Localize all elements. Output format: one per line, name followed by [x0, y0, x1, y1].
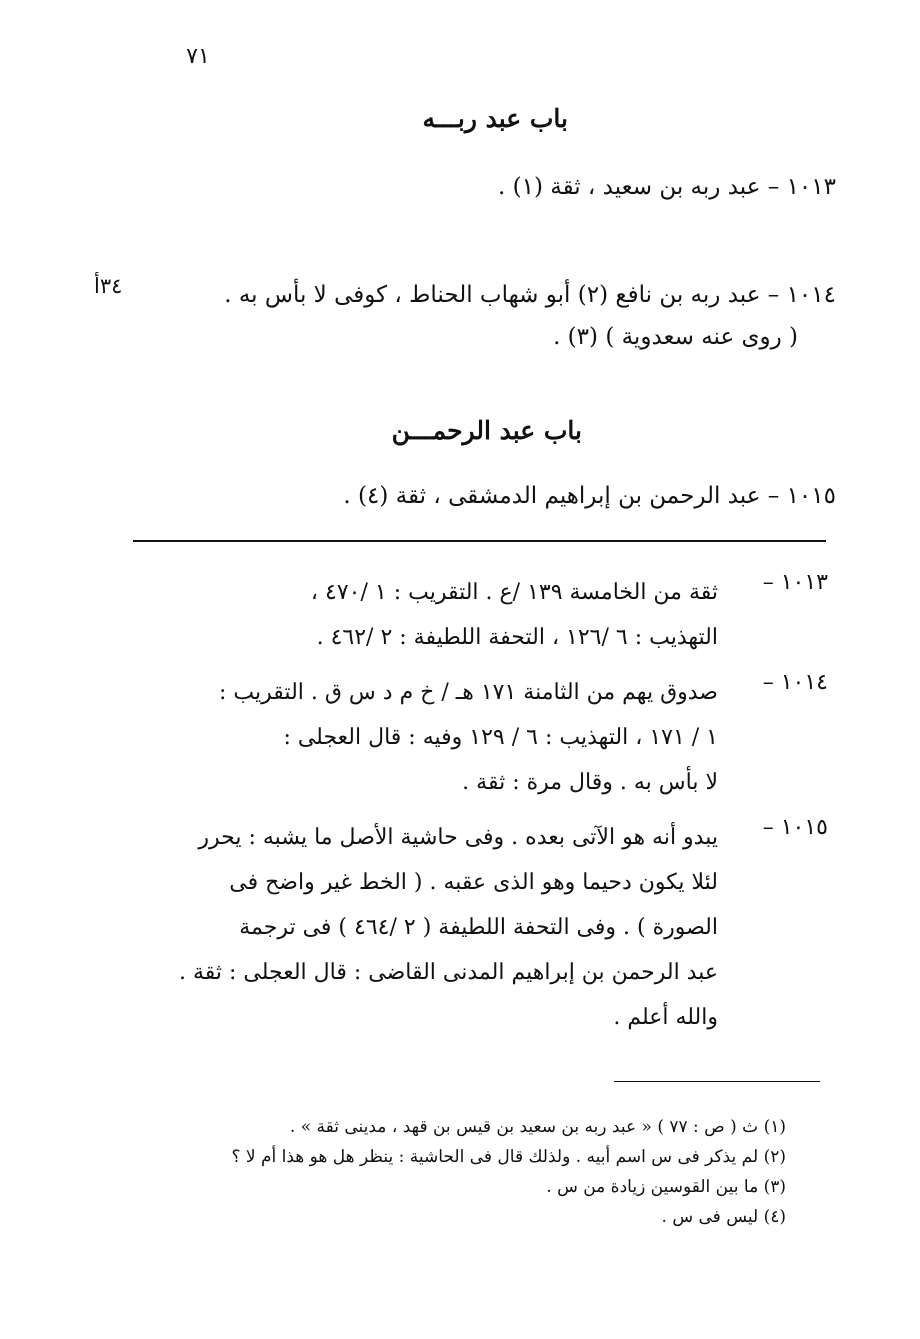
note-line: ثقة من الخامسة ١٣٩ /ع . التقريب : ١ /٤٧٠ ،	[310, 580, 718, 605]
footnote-4: (٤) ليس فى س .	[661, 1207, 786, 1227]
entry-1013	[76, 166, 836, 208]
section-heading-abd-rabbih: باب عبد ربـــه	[422, 104, 568, 133]
note-number: ١٠١٥ –	[762, 815, 828, 840]
note-line: لا بأس به . وقال مرة : ثقة .	[462, 770, 718, 795]
entry-line: ١٠١٤ – عبد ربه بن نافع (٢) أبو شهاب الحناط ، كوفى لا بأس به .	[224, 282, 836, 308]
note-line: عبد الرحمن بن إبراهيم المدنى القاضى : قال العجلى : ثقة .	[178, 960, 718, 985]
entry-1014	[76, 274, 836, 358]
page-number: ٧١	[186, 44, 210, 69]
note-line: ١ / ١٧١ ، التهذيب : ٦ / ١٢٩ وفيه : قال العجلى :	[283, 725, 718, 750]
footnote-1: (١) ث ( ص : ٧٧ ) « عبد ربه بن سعيد بن قيس بن قهد ، مدينى ثقة » .	[289, 1117, 786, 1137]
footnote-3: (٣) ما بين القوسين زيادة من س .	[546, 1177, 786, 1197]
footnote-2: (٢) لم يذكر فى س اسم أبيه . ولذلك قال فى الحاشية : ينظر هل هو هذا أم لا ؟	[231, 1147, 786, 1167]
note-line: صدوق يهم من الثامنة ١٧١ هـ / خ م د س ق . التقريب :	[219, 680, 718, 705]
note-text	[128, 815, 718, 1040]
note-1013	[128, 570, 828, 660]
note-number: ١٠١٤ –	[762, 670, 828, 695]
commentary-notes	[128, 570, 828, 1050]
entry-1015	[76, 475, 836, 517]
footnotes	[126, 1112, 786, 1232]
note-text	[128, 570, 718, 660]
footnote-divider	[614, 1081, 820, 1082]
manuscript-folio-mark: ٣٤أ	[94, 274, 123, 298]
entry-line: ١٠١٣ – عبد ربه بن سعيد ، ثقة (١) .	[497, 174, 836, 200]
entry-line: ١٠١٥ – عبد الرحمن بن إبراهيم الدمشقى ، ثقة (٤) .	[343, 483, 836, 509]
entry-line: ( روى عنه سعدوية ) (٣) .	[553, 324, 798, 350]
note-line: والله أعلم .	[613, 1005, 718, 1030]
note-1015	[128, 815, 828, 1040]
note-text	[128, 670, 718, 805]
note-1014	[128, 670, 828, 805]
note-line: لئلا يكون دحيما وهو الذى عقبه . ( الخط غير واضح فى	[229, 870, 718, 895]
note-line: يبدو أنه هو الآتى بعده . وفى حاشية الأصل ما يشبه : يحرر	[198, 825, 718, 850]
section-heading-abd-al-rahman: باب عبد الرحمـــن	[391, 416, 582, 445]
note-line: التهذيب : ٦ /١٢٦ ، التحفة اللطيفة : ٢ /٤٦٢ .	[316, 625, 718, 650]
main-divider	[133, 540, 826, 542]
note-line: الصورة ) . وفى التحفة اللطيفة ( ٢ /٤٦٤ ) فى ترجمة	[239, 915, 718, 940]
note-number: ١٠١٣ –	[762, 570, 828, 595]
